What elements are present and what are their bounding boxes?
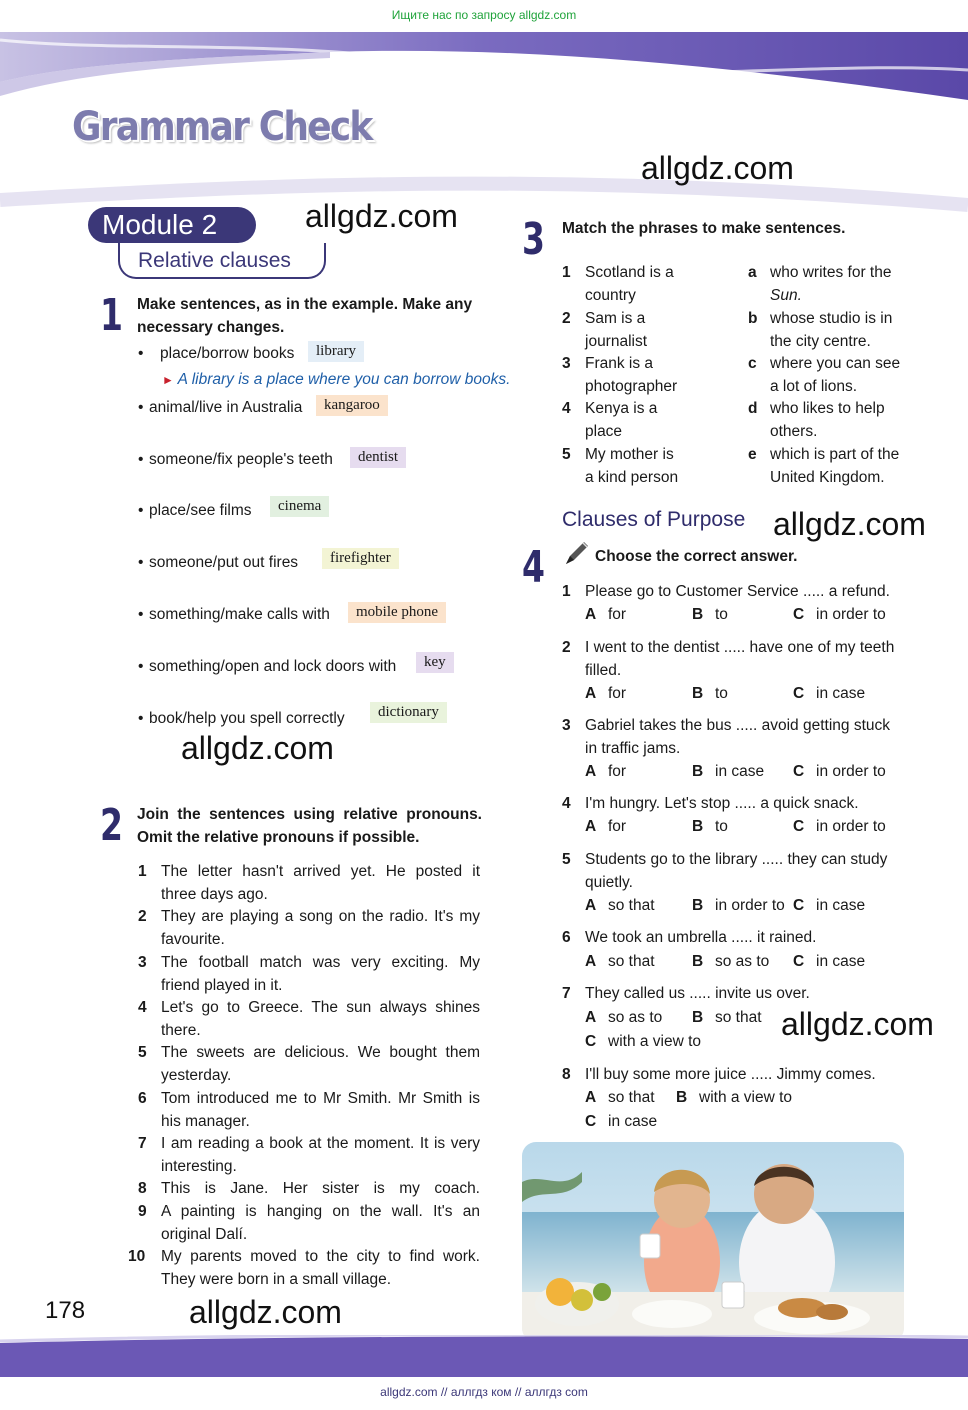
item-number: 1 <box>562 264 571 281</box>
item-number: 3 <box>138 954 147 971</box>
question-number: 4 <box>562 795 571 812</box>
exercise-number: 3 <box>522 214 545 265</box>
word-box: mobile phone <box>348 602 446 623</box>
phrase-line: a lot of lions. <box>770 378 858 395</box>
option-letter: A <box>585 953 597 970</box>
phrase-line: Scotland is a <box>585 264 674 281</box>
question-text: filled. <box>585 662 622 679</box>
option-letter: A <box>585 1009 597 1026</box>
option-letter: B <box>692 1009 704 1026</box>
phrase-line: whose studio is in <box>770 310 893 327</box>
phrase-line: My mother is <box>585 446 674 463</box>
phrase-line: photographer <box>585 378 678 395</box>
option-b[interactable]: to <box>715 818 728 835</box>
word-box: key <box>416 652 454 673</box>
option-c[interactable]: in order to <box>816 606 886 623</box>
item-number: 9 <box>138 1203 147 1220</box>
sentence-line: three days ago. <box>161 886 268 903</box>
option-c[interactable]: in order to <box>816 763 886 780</box>
sentence-line: They are playing a song on the radio. It's my <box>161 908 480 925</box>
option-letter: A <box>585 897 597 914</box>
item-number: 6 <box>138 1090 147 1107</box>
item-number: 3 <box>562 355 571 372</box>
exercise-instruction: Match the phrases to make sentences. <box>562 220 846 237</box>
option-b[interactable]: in order to <box>715 897 785 914</box>
option-c[interactable]: in order to <box>816 818 886 835</box>
option-a[interactable]: for <box>608 685 627 702</box>
sentence-line: The football match was very exciting. My <box>161 954 480 971</box>
option-b[interactable]: so that <box>715 1009 762 1026</box>
word-box: cinema <box>270 496 329 517</box>
option-b[interactable]: to <box>715 606 728 623</box>
bullet: • <box>138 710 144 727</box>
exercise-prompt: book/help you spell correctly <box>149 710 345 727</box>
exercise-prompt: someone/fix people's teeth <box>149 451 333 468</box>
section-title: Clauses of Purpose <box>562 508 746 531</box>
phrase-line: which is part of the <box>770 446 900 463</box>
watermark: allgdz.com <box>773 506 926 542</box>
question-text: We took an umbrella ..... it rained. <box>585 929 817 946</box>
word-box: kangaroo <box>316 395 388 416</box>
watermark: allgdz.com <box>641 150 794 186</box>
option-c[interactable]: in case <box>608 1113 658 1130</box>
phrase-line: country <box>585 287 636 304</box>
option-letter: A <box>585 1089 597 1106</box>
item-letter: b <box>748 310 758 327</box>
option-letter: A <box>585 763 597 780</box>
question-text: Please go to Customer Service ..... a refund. <box>585 583 890 600</box>
option-letter: B <box>692 897 704 914</box>
exercise-instruction: Make sentences, as in the example. Make any necessary changes. <box>137 296 473 336</box>
bullet: • <box>138 399 144 416</box>
sentence-line: The letter hasn't arrived yet. He posted it <box>161 863 480 880</box>
question-number: 8 <box>562 1066 571 1083</box>
question-text: I'll buy some more juice ..... Jimmy comes. <box>585 1066 876 1083</box>
option-a[interactable]: so that <box>608 953 655 970</box>
phrase-line: United Kingdom. <box>770 469 885 486</box>
word-box: library <box>308 341 364 362</box>
bullet: • <box>138 451 144 468</box>
exercise-number: 2 <box>100 800 123 851</box>
sentence-line: I am reading a book at the moment. It is very <box>161 1135 480 1152</box>
question-number: 5 <box>562 851 571 868</box>
sentence-line: yesterday. <box>161 1067 232 1084</box>
sentence-line: his manager. <box>161 1113 250 1130</box>
module-subtitle: Relative clauses <box>138 249 291 272</box>
item-number: 5 <box>562 446 571 463</box>
sentence-line: This is Jane. Her sister is my coach. <box>161 1180 480 1197</box>
option-letter: B <box>692 606 704 623</box>
option-a[interactable]: so as to <box>608 1009 663 1026</box>
exercise-prompt: animal/live in Australia <box>149 399 303 416</box>
option-b[interactable]: in case <box>715 763 765 780</box>
item-letter: c <box>748 355 757 372</box>
sentence-line: friend played in it. <box>161 977 283 994</box>
exercise-number: 1 <box>100 290 123 341</box>
sentence-line: A painting is hanging on the wall. It's an <box>161 1203 480 1220</box>
option-letter: C <box>793 953 805 970</box>
phrase-line: others. <box>770 423 818 440</box>
watermark: allgdz.com <box>305 198 458 234</box>
watermark: allgdz.com <box>181 730 334 766</box>
module-label: Module 2 <box>88 207 256 243</box>
question-number: 1 <box>562 583 571 600</box>
phrase-line: Sun. <box>770 287 802 304</box>
phrase-line: Sam is a <box>585 310 646 327</box>
exercise-prompt: place/see films <box>149 502 252 519</box>
option-letter: B <box>692 685 704 702</box>
option-c[interactable]: in case <box>816 953 866 970</box>
phrase-line: place <box>585 423 623 440</box>
phrase-line: a kind person <box>585 469 679 486</box>
bullet: • <box>138 606 144 623</box>
sentence-line: My parents moved to the city to find work. <box>161 1248 480 1265</box>
example-answer <box>162 371 510 389</box>
option-a[interactable]: for <box>608 763 627 780</box>
example-prompt: place/borrow books <box>160 345 295 362</box>
phrase-line: who likes to help <box>770 400 885 417</box>
exercise-prompt: someone/put out fires <box>149 554 299 571</box>
item-number: 2 <box>138 908 147 925</box>
option-letter: C <box>793 606 805 623</box>
question-text: Students go to the library ..... they can study <box>585 851 888 868</box>
option-c[interactable]: with a view to <box>608 1033 702 1050</box>
sentence-line: original Dalí. <box>161 1226 248 1243</box>
instruction-line: Join the sentences using relative pronouns. <box>137 806 482 823</box>
item-number: 1 <box>138 863 147 880</box>
exercise-prompt: something/open and lock doors with <box>149 658 397 675</box>
instruction-line: Omit the relative pronouns if possible. <box>137 829 420 846</box>
question-number: 2 <box>562 639 571 656</box>
option-letter: A <box>585 818 597 835</box>
item-letter: e <box>748 446 757 463</box>
arrow-icon: ► <box>162 373 174 387</box>
phrase-line: who writes for the <box>770 264 892 281</box>
page-number: 178 <box>45 1297 86 1324</box>
option-a[interactable]: so that <box>608 1089 655 1106</box>
phrase-line: where you can see <box>770 355 901 372</box>
item-number: 2 <box>562 310 571 327</box>
exercise-number: 4 <box>522 542 545 593</box>
option-letter: A <box>585 685 597 702</box>
example-answer-text: A library is a place where you can borrow books. <box>177 371 511 388</box>
option-letter: C <box>793 897 805 914</box>
item-number: 4 <box>138 999 147 1016</box>
option-letter: A <box>585 606 597 623</box>
option-letter: C <box>585 1113 597 1130</box>
top-link[interactable]: Ищите нас по запросу allgdz.com <box>391 8 577 22</box>
watermark: allgdz.com <box>189 1294 342 1330</box>
exercise-instruction: Choose the correct answer. <box>595 548 798 565</box>
word-box: dentist <box>350 447 406 468</box>
question-text: They called us ..... invite us over. <box>585 985 810 1002</box>
question-number: 6 <box>562 929 571 946</box>
question-number: 7 <box>562 985 571 1002</box>
item-number: 8 <box>138 1180 147 1197</box>
item-number: 5 <box>138 1044 147 1061</box>
word-box: firefighter <box>322 548 399 569</box>
footer-band <box>0 1335 968 1385</box>
item-number: 10 <box>128 1248 146 1265</box>
option-c[interactable]: in case <box>816 685 866 702</box>
bullet: • <box>138 345 144 362</box>
option-letter: B <box>692 953 704 970</box>
sentence-line: interesting. <box>161 1158 237 1175</box>
option-letter: B <box>676 1089 688 1106</box>
option-c[interactable]: in case <box>816 897 866 914</box>
sentence-line: Tom introduced me to Mr Smith. Mr Smith is <box>161 1090 480 1107</box>
option-a[interactable]: for <box>608 818 627 835</box>
question-text: quietly. <box>585 874 633 891</box>
option-letter: B <box>692 763 704 780</box>
question-number: 3 <box>562 717 571 734</box>
bullet: • <box>138 502 144 519</box>
option-letter: C <box>585 1033 597 1050</box>
sentence-line: there. <box>161 1022 201 1039</box>
sentence-line: The sweets are delicious. We bought them <box>161 1044 480 1061</box>
question-text: in traffic jams. <box>585 740 681 757</box>
option-letter: C <box>793 685 805 702</box>
item-letter: a <box>748 264 757 281</box>
sentence-line: favourite. <box>161 931 225 948</box>
bullet: • <box>138 554 144 571</box>
option-a[interactable]: so that <box>608 897 655 914</box>
option-b[interactable]: so as to <box>715 953 770 970</box>
bullet: • <box>138 658 144 675</box>
item-number: 7 <box>138 1135 147 1152</box>
phrase-line: Kenya is a <box>585 400 658 417</box>
word-box: dictionary <box>370 702 447 723</box>
exercise-prompt: something/make calls with <box>149 606 330 623</box>
option-a[interactable]: for <box>608 606 627 623</box>
question-text: I'm hungry. Let's stop ..... a quick snack. <box>585 795 859 812</box>
pen-icon <box>562 538 592 568</box>
bottom-link[interactable]: allgdz.com // аллгдз ком // аллгдз сom <box>380 1385 588 1399</box>
phrase-line: journalist <box>585 333 648 350</box>
watermark: allgdz.com <box>781 1006 934 1042</box>
question-text: Gabriel takes the bus ..... avoid getting stuck <box>585 717 890 734</box>
grammar-check-title: Grammar Check <box>72 104 372 150</box>
breakfast-photo <box>522 1142 904 1342</box>
item-letter: d <box>748 400 758 417</box>
item-number: 4 <box>562 400 571 417</box>
phrase-line: Frank is a <box>585 355 654 372</box>
sentence-line: Let's go to Greece. The sun always shines <box>161 999 480 1016</box>
option-letter: B <box>692 818 704 835</box>
option-letter: C <box>793 818 805 835</box>
option-b[interactable]: with a view to <box>699 1089 793 1106</box>
option-b[interactable]: to <box>715 685 728 702</box>
phrase-line: the city centre. <box>770 333 871 350</box>
exercise-instruction <box>137 803 482 849</box>
sentence-line: They were born in a small village. <box>161 1271 392 1288</box>
option-letter: C <box>793 763 805 780</box>
question-text: I went to the dentist ..... have one of my teeth <box>585 639 895 656</box>
